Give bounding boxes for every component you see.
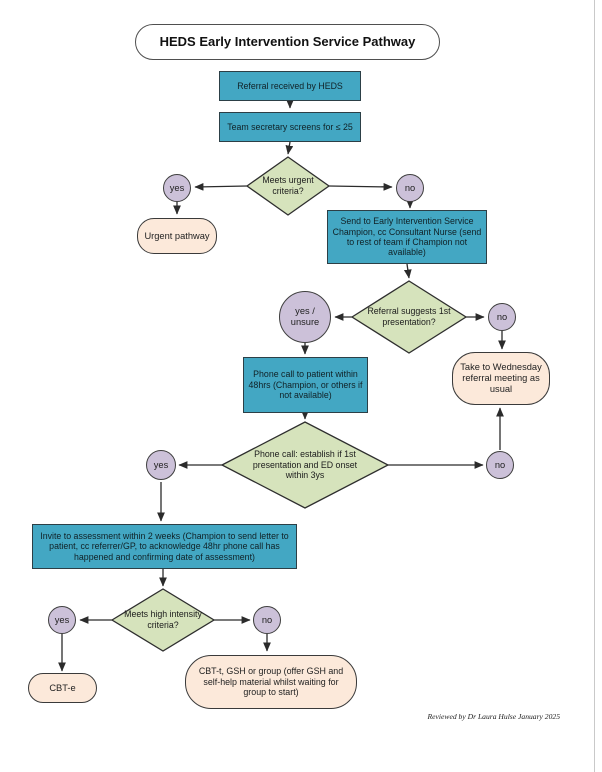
- circle-phone-yes-label: yes: [153, 459, 169, 470]
- circle-urgent-no: [396, 174, 424, 202]
- connector-screen-to-urgentq: [288, 142, 290, 154]
- circle-intensity-yes-label: yes: [54, 614, 70, 625]
- circle-intensity-yes: [48, 606, 76, 634]
- review-footnote: [415, 712, 560, 721]
- circle-first-no-label: no: [496, 311, 508, 322]
- circle-first-yes-unsure: [279, 291, 331, 343]
- circle-urgent-yes: [163, 174, 191, 202]
- circle-phone-yes: [146, 450, 176, 480]
- terminal-wednesday-label: Take to Wednesday referral meeting as usual: [460, 362, 542, 394]
- process-send-to-champion: [327, 210, 487, 264]
- circle-urgent-yes-label: yes: [169, 182, 185, 193]
- decision-first-presentation-label: [354, 297, 464, 337]
- process-phone-call-48hrs: [243, 357, 368, 413]
- terminal-wednesday-meeting: [452, 352, 550, 405]
- process-screen-label: Team secretary screens for ≤ 25: [227, 121, 353, 132]
- page-title-text: HEDS Early Intervention Service Pathway: [159, 34, 416, 50]
- process-send-label: Send to Early Intervention Service Champion, cc Consultant Nurse (send to rest of team if Champion not available): [332, 216, 482, 258]
- terminal-urgent-pathway: [137, 218, 217, 254]
- circle-urgent-no-label: no: [404, 182, 416, 193]
- process-phone-label: Phone call to patient within 48hrs (Champion, or others if not available): [248, 369, 363, 401]
- circle-intensity-no-label: no: [261, 614, 273, 625]
- circle-intensity-no: [253, 606, 281, 634]
- circle-first-no: [488, 303, 516, 331]
- review-footnote-text: Reviewed by Dr Laura Hulse January 2025: [427, 712, 560, 721]
- connector-urgentq-to-no: [329, 186, 392, 187]
- process-referral-received: [219, 71, 361, 101]
- connector-urgentq-to-yes: [195, 186, 247, 187]
- process-invite-assessment: [32, 524, 297, 569]
- process-invite-label: Invite to assessment within 2 weeks (Champion to send letter to patient, cc referrer/GP, to acknowledge 48hr phone call has happened and confirming date of assessment): [40, 530, 289, 562]
- terminal-cbt-t-label: CBT-t, GSH or group (offer GSH and self-help material whilst waiting for group to start): [198, 666, 344, 698]
- decision-phone-call-text: Phone call: establish if 1st presentation and ED onset within 3ys: [252, 449, 358, 481]
- decision-first-presentation-text: Referral suggests 1st presentation?: [367, 306, 451, 327]
- terminal-urgent-pathway-label: Urgent pathway: [144, 230, 210, 241]
- terminal-cbt-t-gsh-group: [185, 655, 357, 709]
- decision-intensity-text: Meets high intensity criteria?: [124, 609, 202, 630]
- circle-first-yes-label: yes / unsure: [290, 306, 320, 327]
- process-secretary-screens: [219, 112, 361, 142]
- page-edge-line: [594, 0, 595, 772]
- decision-urgent-label: [248, 166, 328, 206]
- process-referral-label: Referral received by HEDS: [237, 80, 343, 91]
- decision-phone-call-label: [245, 440, 365, 490]
- connector-send-to-firstq: [407, 264, 409, 278]
- decision-urgent-text: Meets urgent criteria?: [262, 175, 314, 196]
- decision-intensity-label: [118, 600, 208, 640]
- circle-phone-no-label: no: [494, 459, 506, 470]
- terminal-cbt-e: [28, 673, 97, 703]
- page-title: [135, 24, 440, 60]
- terminal-cbt-e-label: CBT-e: [49, 682, 76, 693]
- circle-phone-no: [486, 451, 514, 479]
